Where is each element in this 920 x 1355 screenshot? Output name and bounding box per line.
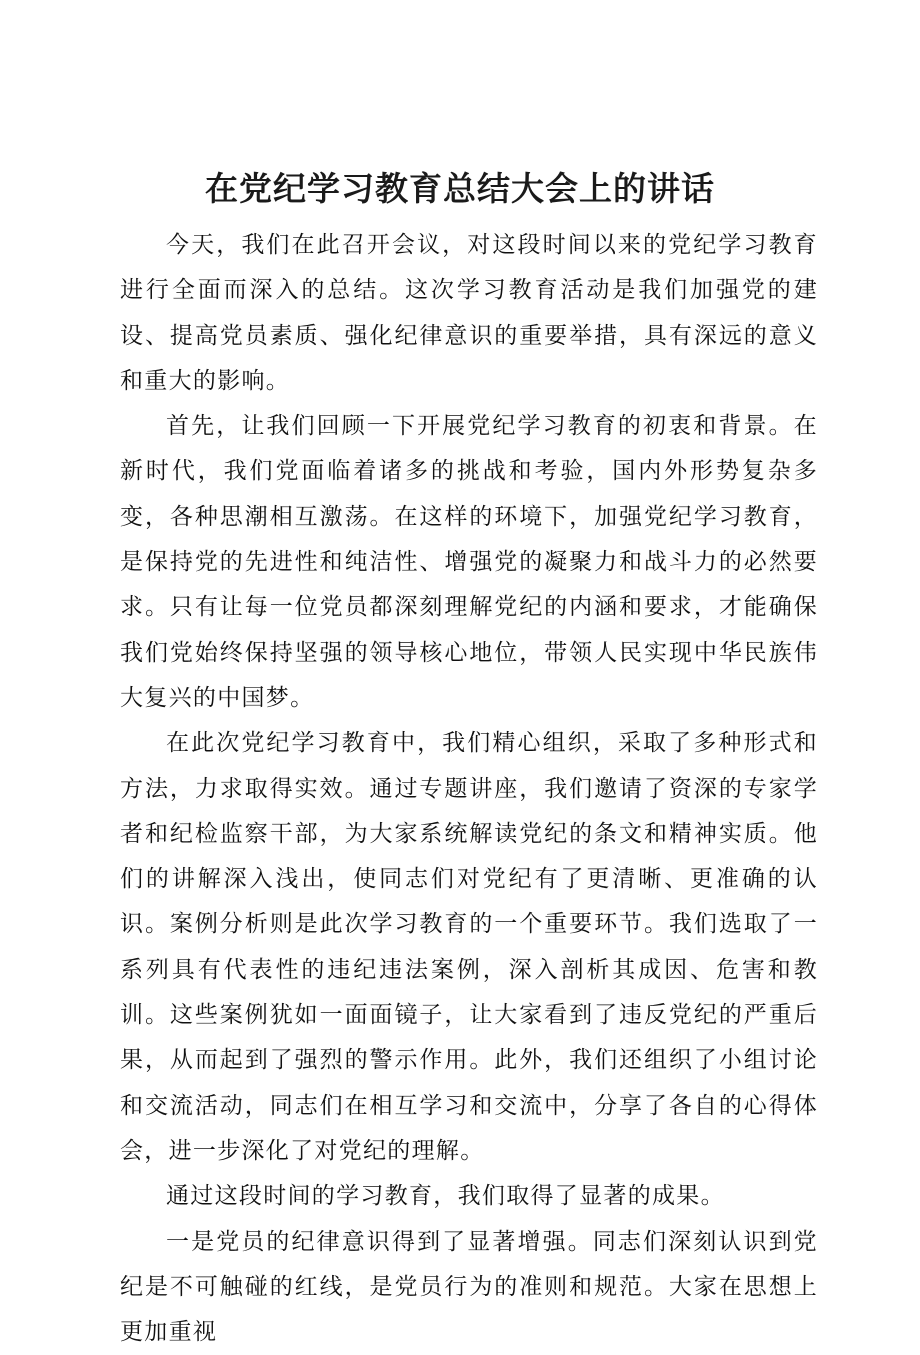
- paragraph-2: 首先，让我们回顾一下开展党纪学习教育的初衷和背景。在新时代，我们党面临着诸多的挑战和考验，国内外形势复杂多变，各种思潮相互激荡。在这样的环境下，加强党纪学习教育，是保持党的先进性和纯洁性、增强党的凝聚力和战斗力的必然要求。只有让每一位党员都深刻理解党纪的内涵和要求，才能确保我们党始终保持坚强的领导核心地位，带领人民实现中华民族伟大复兴的中国梦。: [120, 413, 818, 711]
- document-body: [120, 223, 818, 1355]
- document-title: 在党纪学习教育总结大会上的讲话: [205, 169, 715, 208]
- paragraph-3: 在此次党纪学习教育中，我们精心组织，采取了多种形式和方法，力求取得实效。通过专题讲座，我们邀请了资深的专家学者和纪检监察干部，为大家系统解读党纪的条文和精神实质。他们的讲解深入浅出，使同志们对党纪有了更清晰、更准确的认识。案例分析则是此次学习教育的一个重要环节。我们选取了一系列具有代表性的违纪违法案例，深入剖析其成因、危害和教训。这些案例犹如一面面镜子，让大家看到了违反党纪的严重后果，从而起到了强烈的警示作用。此外，我们还组织了小组讨论和交流活动，同志们在相互学习和交流中，分享了各自的心得体会，进一步深化了对党纪的理解。: [120, 730, 818, 1164]
- paragraph-1: 今天，我们在此召开会议，对这段时间以来的党纪学习教育进行全面而深入的总结。这次学习教育活动是我们加强党的建设、提高党员素质、强化纪律意识的重要举措，具有深远的意义和重大的影响。: [120, 232, 818, 394]
- paragraph-4: 通过这段时间的学习教育，我们取得了显著的成果。: [166, 1183, 725, 1210]
- paragraph-5: 一是党员的纪律意识得到了显著增强。同志们深刻认识到党纪是不可触碰的红线，是党员行为的准则和规范。大家在思想上更加重视: [120, 1228, 818, 1346]
